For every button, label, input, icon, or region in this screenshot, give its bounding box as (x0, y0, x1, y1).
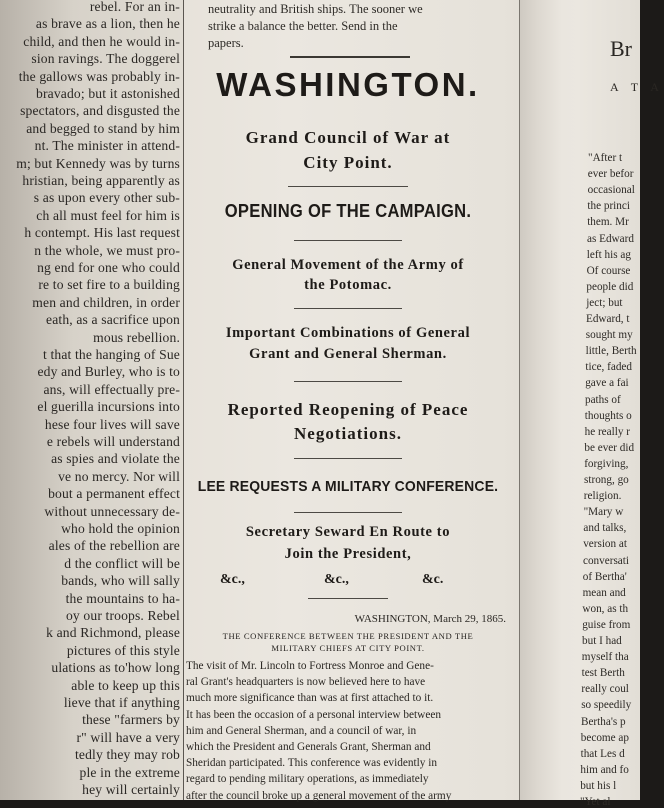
article-body-line: ral Grant's headquarters is now believed here to have (186, 676, 426, 689)
deck-divider (288, 186, 408, 187)
right-column-line: and talks, (583, 522, 627, 535)
right-column-line: myself tha (581, 651, 629, 664)
right-column-line: Of course (586, 264, 631, 277)
right-column-line: paths of (585, 393, 621, 406)
left-column-line: m; but Kennedy was by turns (16, 155, 180, 171)
right-column-line: "Yet al (580, 796, 611, 808)
right-column-article (520, 0, 664, 808)
right-column-line: won, as th (582, 602, 629, 615)
dateline: WASHINGTON, March 29, 1865. (354, 613, 506, 625)
article-body-line: much more significance than was at first attached to it. (186, 692, 434, 705)
right-column-line: but I had (582, 635, 622, 647)
right-column-line: as Edward (587, 232, 634, 245)
left-column-line: ple in the extreme (79, 764, 180, 780)
article-body-line: which the President and Generals Grant, Sherman and (186, 741, 431, 753)
article-body-line: It has been the occasion of a personal interview between (186, 708, 442, 721)
left-column-line: oy our troops. Rebel (65, 608, 180, 623)
right-column-line: really coul (581, 683, 629, 696)
left-column-line: lieve that if anything (63, 695, 180, 710)
left-column-line: eath, as a sacrifice upon (46, 312, 180, 328)
left-column-line: s as upon every other sub- (33, 190, 180, 206)
left-column-line: bands, who will sally (61, 573, 180, 589)
deck-divider (294, 458, 402, 459)
left-column-line: rebel. For an in- (89, 0, 180, 14)
left-column-line: t that the hanging of Sue (42, 347, 180, 362)
right-column-line: mean and (582, 586, 626, 599)
right-column-line: "After t (588, 152, 623, 164)
right-column-heading: Br (610, 36, 632, 61)
left-column-line: spectators, and disgusted the (20, 103, 180, 119)
right-column-line: forgiving, (584, 457, 629, 470)
right-column-line: test Berth (581, 667, 625, 680)
right-column-line: people did (586, 280, 634, 293)
left-column-line: able to keep up this (71, 677, 180, 693)
left-column-line: who hold the opinion (61, 521, 180, 536)
deck-divider (294, 512, 402, 513)
headline-deck-1-line-2: City Point. (303, 153, 393, 172)
left-column-line: child, and then he would in- (23, 33, 180, 49)
right-column-line: so speedily (581, 699, 632, 712)
article-body-line: Sheridan participated. This conference was evidently in (186, 757, 438, 770)
right-column-line: tice, faded (585, 361, 632, 374)
left-column-line: ulations as to'how long (51, 660, 180, 676)
headline-deck-5-line-2: Negotiations. (294, 424, 402, 443)
right-column-line: conversati (583, 554, 629, 567)
right-column-line: them. Mr (587, 216, 629, 229)
right-column-line: gave a fai (585, 377, 629, 390)
right-column-line: sought my (585, 329, 633, 342)
left-column-line: the gallows was probably in- (18, 68, 180, 84)
top-text-line: papers. (208, 36, 244, 50)
etc-mark: &c., (324, 572, 349, 587)
right-column-line: Edward, t (586, 313, 630, 325)
article-body-line: him and General Sherman, and a council of war, in (186, 724, 417, 737)
left-column-line: h contempt. His last request (24, 225, 180, 241)
right-column-line: "Mary w (583, 506, 624, 519)
left-column-line: sion ravings. The doggerel (31, 51, 180, 67)
left-column-line: these "farmers by (82, 712, 180, 728)
left-column-line: the mountains to ha- (65, 590, 180, 606)
right-column-line: religion. (583, 490, 622, 503)
right-column-line: occasional (587, 184, 635, 197)
left-column-line: mous rebellion. (93, 329, 180, 345)
left-column-line: hese four lives will save (44, 416, 180, 432)
headline-deck-3-line-2: the Potomac. (304, 277, 392, 293)
left-column-line: as spies and violate the (51, 451, 180, 467)
left-column-line: el guerilla incursions into (37, 399, 180, 415)
headline-deck-7-line-1: Secretary Seward En Route to (245, 524, 451, 540)
right-column-line: of Bertha' (582, 570, 627, 583)
right-column-line: Bertha's p (581, 715, 626, 728)
article-body-line: The visit of Mr. Lincoln to Fortress Monroe and Gene- (186, 660, 434, 672)
deck-divider (294, 308, 402, 309)
right-column-line: guise from (582, 618, 631, 631)
left-column-line: e rebels will understand (46, 434, 180, 449)
top-text-line: neutrality and British ships. The sooner we (208, 2, 423, 16)
left-column-line: ng end for one who could (37, 260, 180, 275)
left-column-line: as brave as a lion, then he (35, 16, 180, 32)
right-column-line: that Les d (580, 747, 625, 760)
right-column-line: strong, go (584, 474, 629, 486)
article-subhead-line-1: THE CONFERENCE BETWEEN THE PRESIDENT AND THE (222, 631, 474, 641)
right-column-line: little, Berth (585, 345, 637, 358)
deck-divider (308, 598, 388, 599)
left-column-line: tedly they may rob (74, 747, 180, 763)
right-column-line: he really r (584, 425, 630, 438)
right-column-line: be ever did (584, 441, 635, 454)
headline-deck-2: OPENING OF THE CAMPAIGN. (224, 201, 472, 221)
article-body-line: regard to pending military operations, as immediately (186, 773, 429, 786)
left-column-line: ch all must feel for him is (36, 207, 180, 223)
page-fold-shadow (520, 0, 580, 800)
center-column-article (178, 0, 518, 800)
right-column-line: ever befor (587, 168, 634, 181)
right-column-line: become ap (580, 731, 629, 744)
deck-divider (294, 381, 402, 382)
left-column-line: ales of the rebellion are (48, 538, 180, 554)
deck-divider (294, 240, 402, 241)
right-column-line: but his l (580, 779, 617, 792)
left-column-line: nt. The minister in attend- (34, 138, 180, 154)
headline-deck-4-line-1: Important Combinations of General (225, 325, 471, 341)
left-column-line: n the whole, we must pro- (34, 242, 180, 258)
left-column-article (0, 0, 184, 800)
etc-mark: &c., (220, 572, 245, 587)
headline-deck-5-line-1: Reported Reopening of Peace (227, 400, 469, 419)
right-column-line: thoughts o (584, 409, 632, 422)
left-column-line: k and Richmond, please (46, 625, 180, 641)
top-text-line: strike a balance the better. Send in the (208, 19, 398, 33)
left-column-line: r" will have a very (76, 729, 180, 745)
headline-deck-3-line-1: General Movement of the Army of (232, 257, 464, 273)
left-column-line: and begged to stand by him (26, 120, 180, 136)
left-column-line: hristian, being apparently as (22, 173, 180, 188)
headline-deck-7-line-2: Join the President, (284, 546, 412, 562)
left-column-line: ans, will effectually pre- (43, 381, 180, 397)
right-column-line: version at (583, 538, 627, 551)
right-column-line: left his ag (586, 248, 631, 261)
left-column-line: men and children, in order (32, 294, 180, 310)
left-column-line: without unnecessary de- (44, 503, 180, 519)
section-rule (290, 56, 410, 58)
left-column-line: hey will certainly (82, 782, 180, 797)
right-column-line: ject; but (586, 296, 623, 309)
headline-deck-4-line-2: Grant and General Sherman. (249, 346, 447, 362)
left-column-line: d the conflict will be (64, 555, 180, 571)
left-column-line: bout a permanent effect (48, 486, 180, 502)
left-column-line: ve no mercy. Nor will (58, 468, 180, 484)
right-column-line: the princi (587, 200, 630, 213)
left-column-line: re to set fire to a building (38, 277, 180, 293)
right-column-line: him and fo (580, 763, 629, 776)
article-body-line: after the council broke up a general movement of the army (186, 789, 452, 802)
article-subhead-line-2: MILITARY CHIEFS AT CITY POINT. (271, 643, 425, 653)
headline-deck-6: LEE REQUESTS A MILITARY CONFERENCE. (197, 478, 499, 495)
left-column-line: pictures of this style (66, 642, 180, 658)
right-column-subheading: A T A (610, 80, 664, 94)
etc-mark: &c. (422, 572, 444, 587)
headline-deck-1-line-1: Grand Council of War at (245, 128, 451, 147)
left-column-line: bravado; but it astonished (36, 86, 180, 101)
masthead-title: WASHINGTON. (216, 66, 480, 103)
left-column-line: edy and Burley, who is to (37, 364, 180, 380)
